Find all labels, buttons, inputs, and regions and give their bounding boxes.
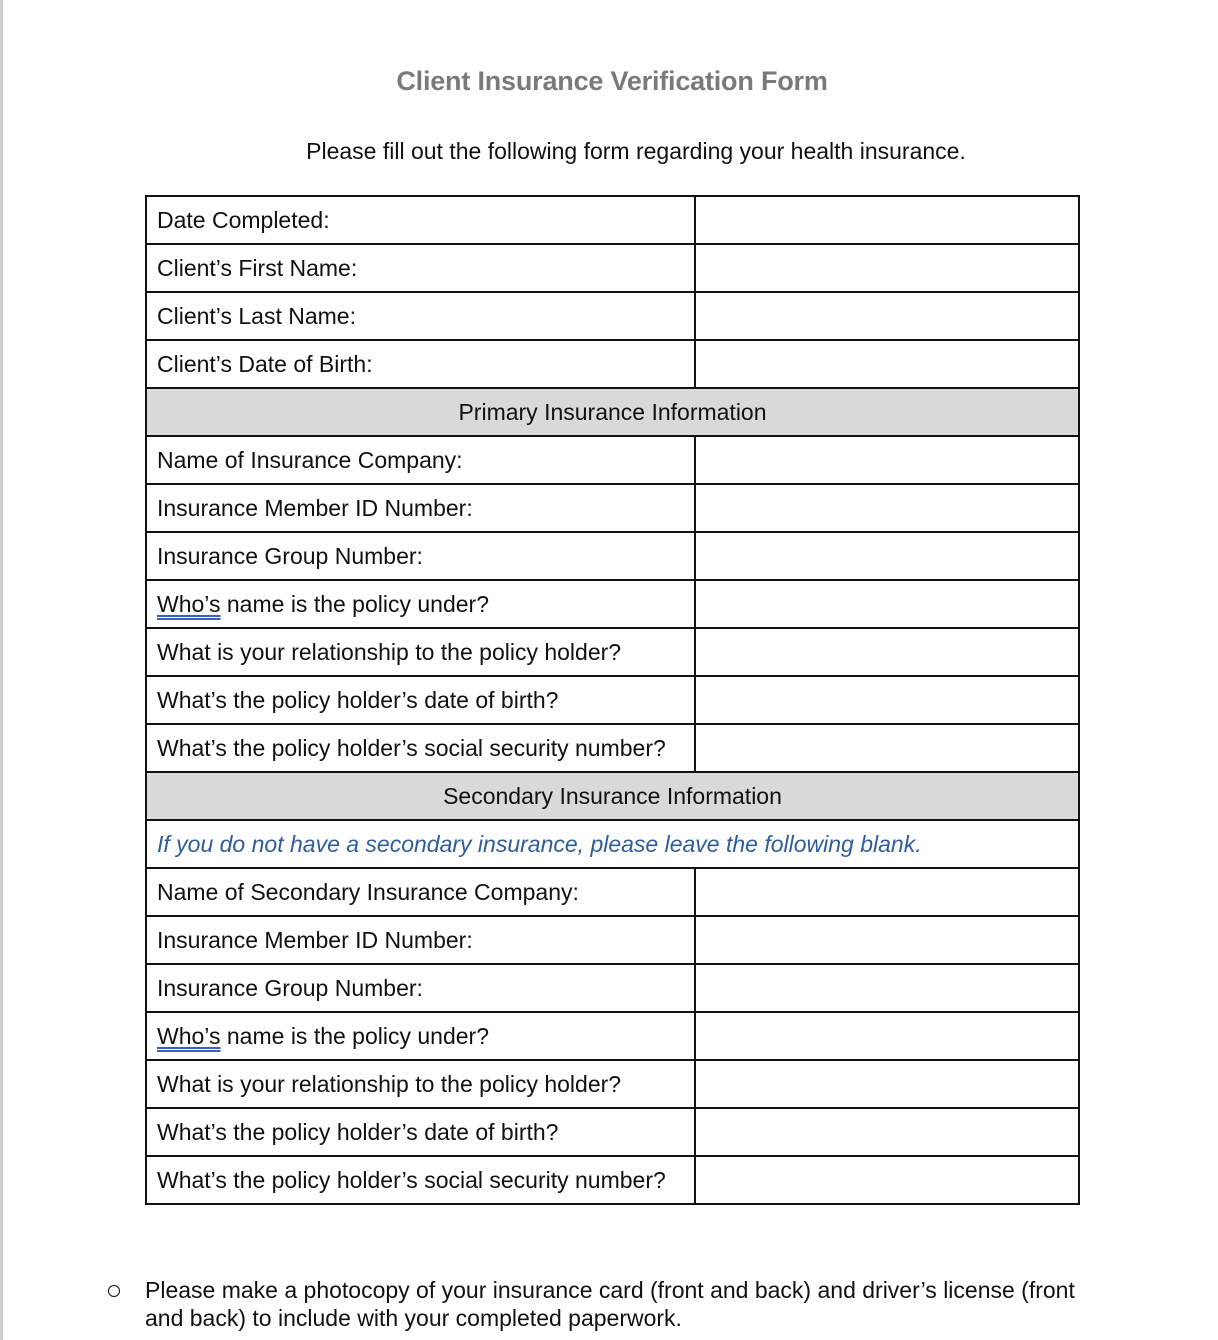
table-row [146,916,1079,964]
secondary-group-number-field[interactable] [695,964,1079,1012]
table-row [146,532,1079,580]
table-row [146,1108,1079,1156]
table-row [146,340,1079,388]
date-completed-label: Date Completed: [146,196,695,244]
primary-holder-dob-field[interactable] [695,676,1079,724]
insurance-form-table [145,195,1080,1205]
table-row [146,580,1079,628]
primary-group-number-label: Insurance Group Number: [146,532,695,580]
table-row [146,724,1079,772]
client-dob-field[interactable] [695,340,1079,388]
last-name-label: Client’s Last Name: [146,292,695,340]
secondary-holder-ssn-field[interactable] [695,1156,1079,1204]
page-edge [0,0,3,1340]
spellcheck-underlined-word: Who’s [157,1022,221,1049]
table-row [146,244,1079,292]
secondary-holder-ssn-label: What’s the policy holder’s social security number? [146,1156,695,1204]
policy-name-question-text: name is the policy under? [220,590,489,617]
first-name-field[interactable] [695,244,1079,292]
secondary-holder-dob-label: What’s the policy holder’s date of birth? [146,1108,695,1156]
primary-relationship-label: What is your relationship to the policy holder? [146,628,695,676]
primary-company-field[interactable] [695,436,1079,484]
table-row [146,820,1079,868]
table-row [146,1012,1079,1060]
table-row [146,436,1079,484]
form-title: Client Insurance Verification Form [396,66,828,96]
primary-holder-ssn-label: What’s the policy holder’s social security number? [146,724,695,772]
client-dob-label: Client’s Date of Birth: [146,340,695,388]
table-row [146,676,1079,724]
form-intro: Please fill out the following form regarding your health insurance. [306,138,966,164]
secondary-member-id-field[interactable] [695,916,1079,964]
secondary-policy-name-field[interactable] [695,1012,1079,1060]
table-row [146,292,1079,340]
date-completed-field[interactable] [695,196,1079,244]
policy-name-question-text: name is the policy under? [220,1022,489,1049]
secondary-company-field[interactable] [695,868,1079,916]
secondary-note: If you do not have a secondary insurance, please leave the following blank. [146,820,1079,868]
secondary-relationship-field[interactable] [695,1060,1079,1108]
secondary-holder-dob-field[interactable] [695,1108,1079,1156]
primary-relationship-field[interactable] [695,628,1079,676]
primary-member-id-field[interactable] [695,484,1079,532]
table-row [146,964,1079,1012]
table-row [146,868,1079,916]
table-row [146,1156,1079,1204]
table-row [146,484,1079,532]
secondary-company-label: Name of Secondary Insurance Company: [146,868,695,916]
table-row [146,196,1079,244]
secondary-section-heading: Secondary Insurance Information [146,772,1079,820]
last-name-field[interactable] [695,292,1079,340]
secondary-member-id-label: Insurance Member ID Number: [146,916,695,964]
primary-group-number-field[interactable] [695,532,1079,580]
table-row [146,1060,1079,1108]
table-row [146,772,1079,820]
primary-holder-dob-label: What’s the policy holder’s date of birth? [146,676,695,724]
primary-policy-name-field[interactable] [695,580,1079,628]
table-row [146,628,1079,676]
primary-section-heading: Primary Insurance Information [146,388,1079,436]
first-name-label: Client’s First Name: [146,244,695,292]
primary-policy-name-label [146,580,695,628]
secondary-group-number-label: Insurance Group Number: [146,964,695,1012]
primary-member-id-label: Insurance Member ID Number: [146,484,695,532]
spellcheck-underlined-word: Who’s [157,590,221,617]
hollow-bullet-icon [108,1285,120,1297]
footer-note: Please make a photocopy of your insurance card (front and back) and driver’s license (front and back) to include with your completed paperwork. [145,1277,1075,1331]
primary-holder-ssn-field[interactable] [695,724,1079,772]
primary-company-label: Name of Insurance Company: [146,436,695,484]
secondary-policy-name-label [146,1012,695,1060]
table-row [146,388,1079,436]
secondary-relationship-label: What is your relationship to the policy holder? [146,1060,695,1108]
